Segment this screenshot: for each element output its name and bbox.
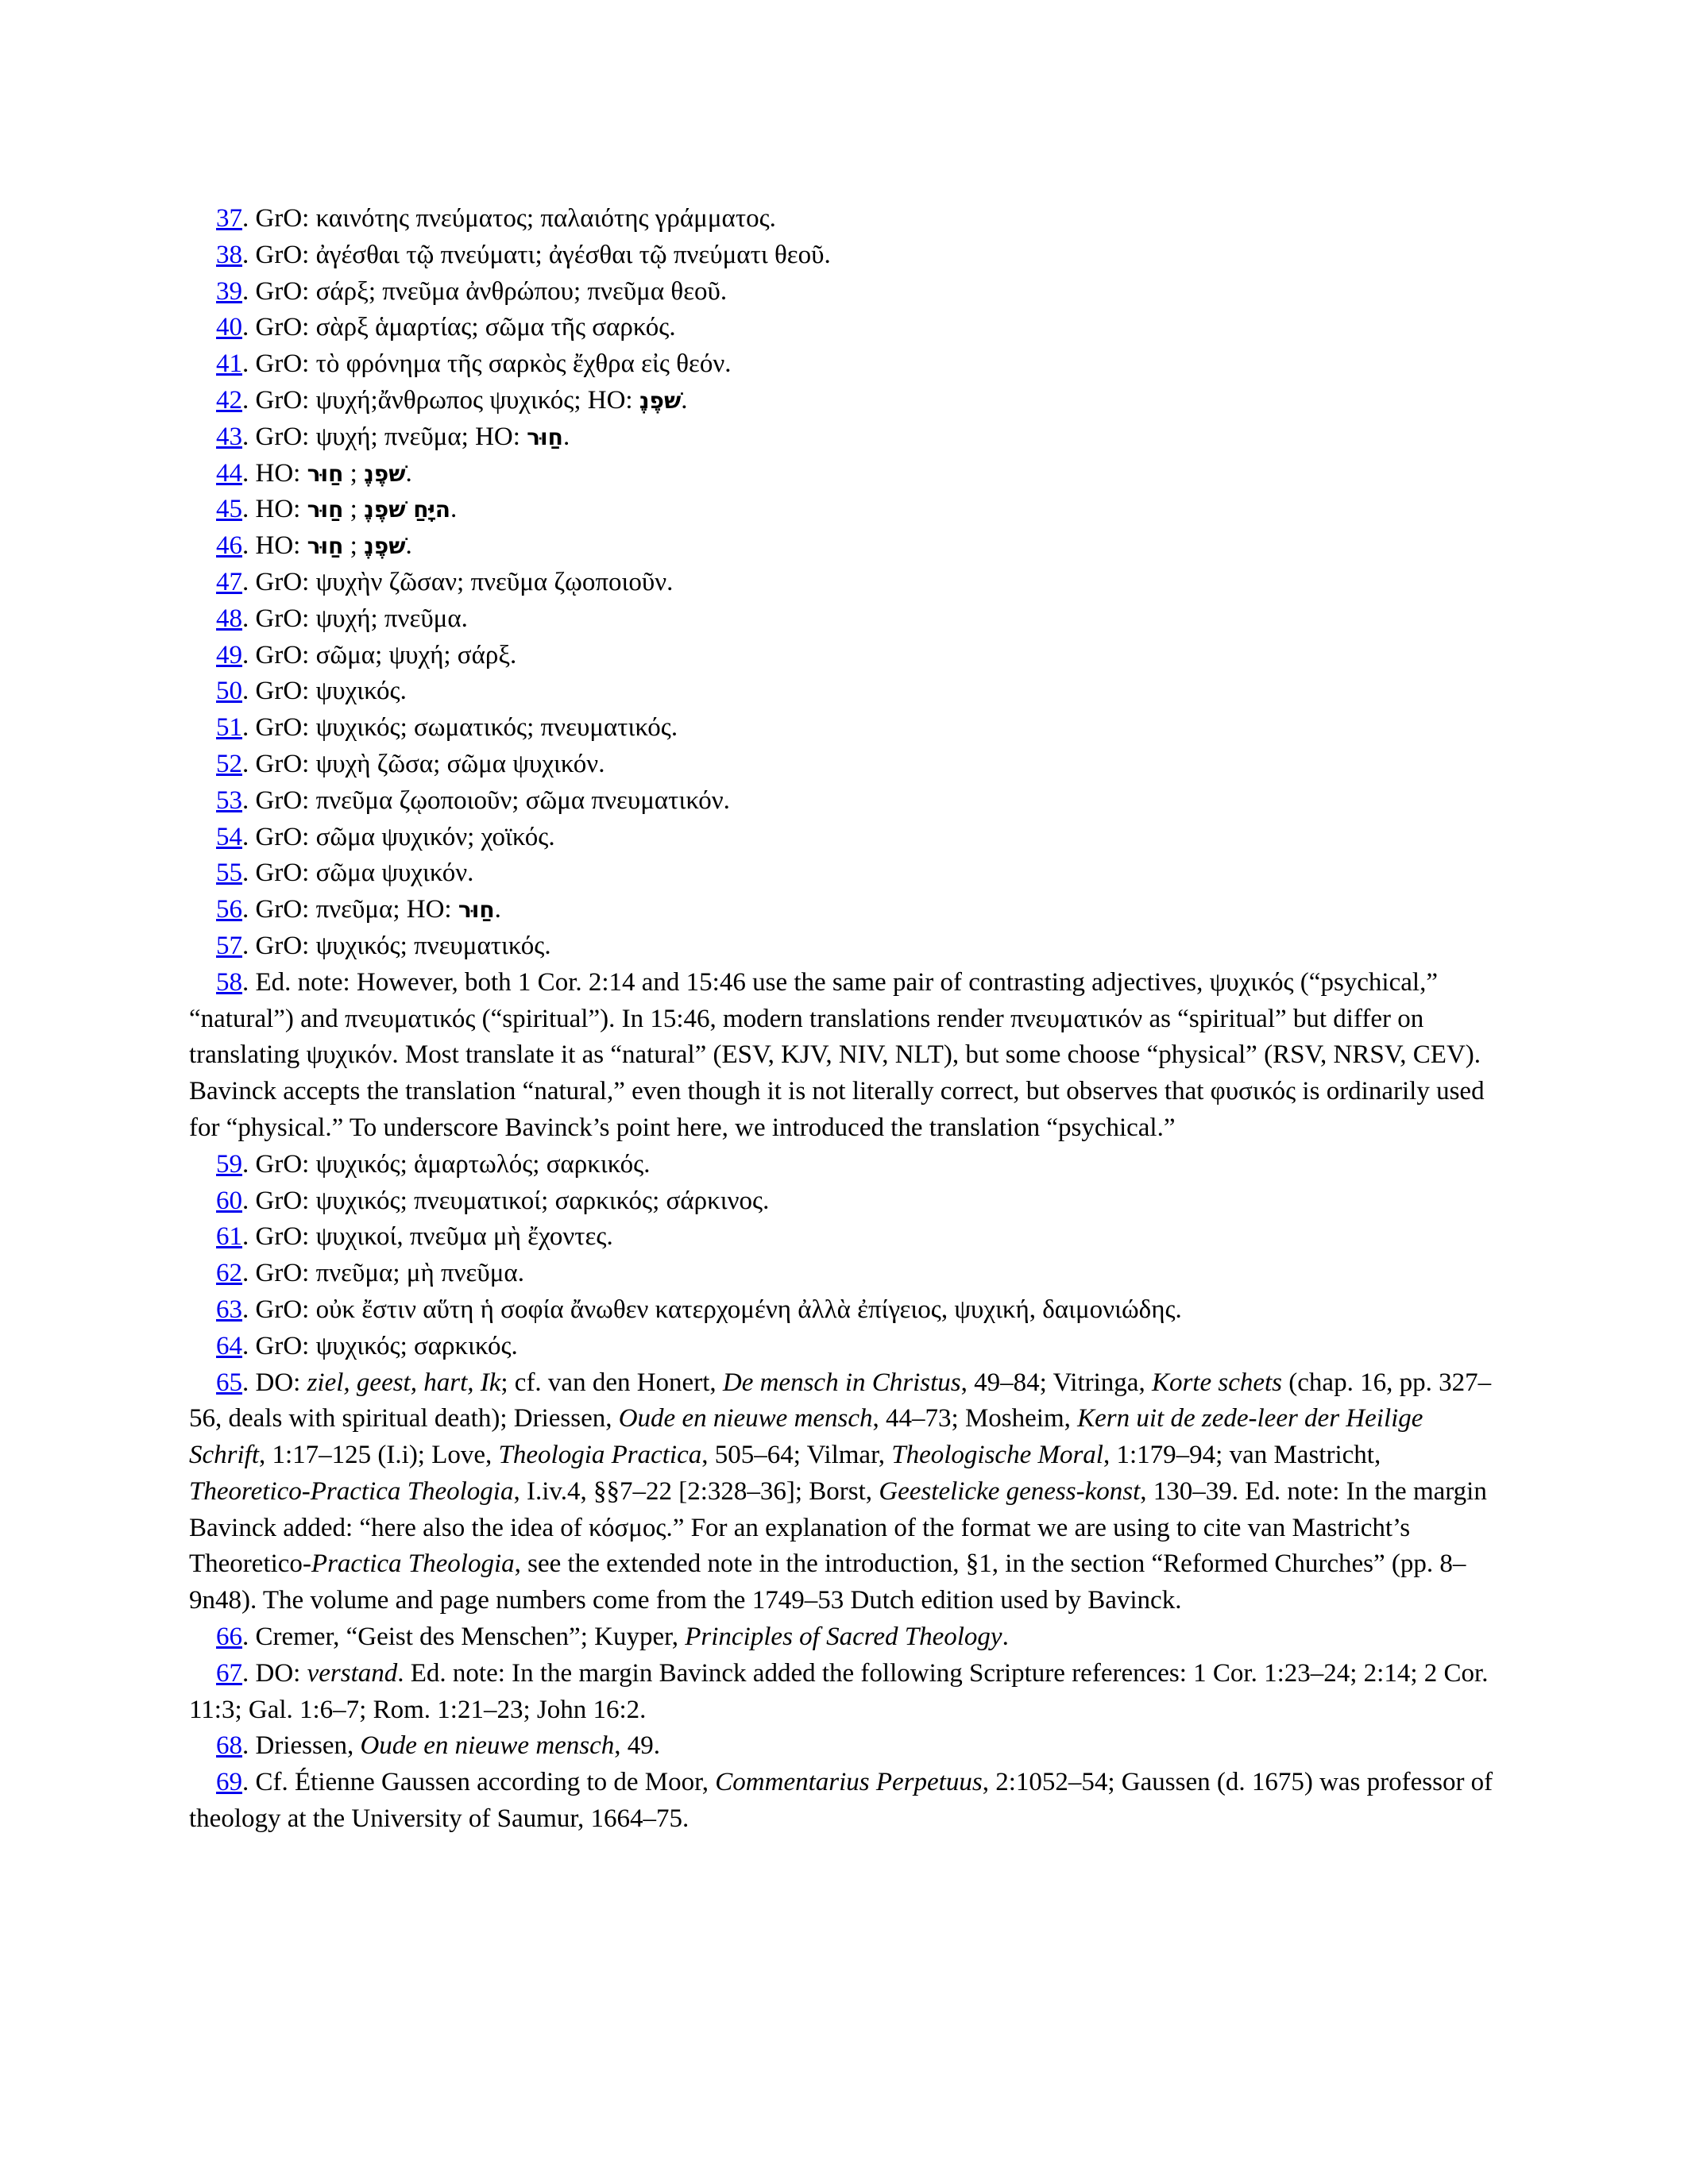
- note-text: GrO: πνεῦμα; μὴ πνεῦμα.: [255, 1259, 524, 1288]
- hebrew-term: נֶפֶשׁ: [639, 387, 682, 414]
- footnote-49: 49. GrO: σῶμα; ψυχή; σάρξ.: [216, 640, 517, 669]
- footnote-number-link-46[interactable]: 46: [216, 531, 242, 561]
- note-text: .: [405, 531, 412, 561]
- note-text: GrO: ψυχή; πνεῦμα; HO:: [255, 422, 527, 451]
- hebrew-term: רוּחַ: [307, 496, 344, 523]
- footnote-52: 52. GrO: ψυχὴ ζῶσα; σῶμα ψυχικόν.: [216, 749, 605, 778]
- note-text: GrO: ψυχικός; ἁμαρτωλός; σαρκικός.: [255, 1149, 651, 1179]
- note-text: GrO: ψυχικός; σαρκικός.: [255, 1331, 518, 1360]
- note-text: GrO: σῶμα; ψυχή; σάρξ.: [255, 640, 517, 669]
- note-text: .: [405, 458, 412, 488]
- footnote-60: 60. GrO: ψυχικός; πνευματικοί; σαρκικός; σάρκινος.: [216, 1186, 770, 1215]
- note-text: ; cf. van den Honert,: [500, 1368, 723, 1397]
- italic-title-text: Kern uit de zede-leer der Heilige Schrift: [189, 1404, 1423, 1470]
- note-text: GrO: ψυχὴ ζῶσα; σῶμα ψυχικόν.: [255, 749, 605, 778]
- note-text: GrO: ψυχικός; σωματικός; πνευματικός.: [255, 713, 678, 743]
- note-text: Ed. note: However, both 1 Cor. 2:14 and 15:46 use the same pair of contrasting adjectives, ψυχικός (“psychical,” “natural”) and πνευματικός (“spiritual”). In 15:46, modern translations render πνευματικόν as “spiritual” but differ on translating ψυχικόν. Most translate it as “natural” (ESV, KJV, NIV, NLT), but some choose “physical” (RSV, NRSV, CEV). Bavinck accepts the translation “natural,” even though it is not literally correct, but observes that φυσικός is ordinarily used for “physical.” To underscore Bavinck’s point here, we introduced the translation “psychical.”: [189, 967, 1485, 1142]
- footnote-number-link-60[interactable]: 60: [216, 1186, 242, 1215]
- footnote-43: 43. GrO: ψυχή; πνεῦμα; HO: רוּחַ.: [216, 422, 570, 451]
- footnote-66: 66. Cremer, “Geist des Menschen”; Kuyper, Principles of Sacred Theology.: [216, 1623, 1009, 1652]
- footnote-48: 48. GrO: ψυχή; πνεῦμα.: [216, 604, 468, 633]
- italic-title-text: Practica Theologia: [311, 1549, 515, 1579]
- footnote-number-link-65[interactable]: 65: [216, 1368, 242, 1397]
- note-text: , 505–64; Vilmar,: [701, 1441, 892, 1470]
- note-text: HO:: [255, 531, 307, 561]
- footnote-67: 67. DO: verstand. Ed. note: In the margin Bavinck added the following Scripture references: 1 Cor. 1:23–24; 2:14; 2 Cor. 11:3; Gal. 1:6–7; Rom. 1:21–23; John 16:2.: [189, 1658, 1489, 1724]
- note-text: GrO: ψυχικός.: [255, 677, 407, 706]
- hebrew-term: רוּחַ: [527, 423, 563, 450]
- footnote-number-link-42[interactable]: 42: [216, 385, 242, 415]
- footnote-number-link-56[interactable]: 56: [216, 895, 242, 924]
- note-text: , 130–39. Ed. note: In the margin Bavinck added: “here also the idea of κόσμος.” For an explanation of the format we are using to cite van Mastricht’s Theoretico-: [189, 1476, 1487, 1579]
- note-text: , 1:17–125 (I.i); Love,: [259, 1441, 499, 1470]
- note-text: GrO: οὐκ ἔστιν αὕτη ἡ σοφία ἄνωθεν κατερχομένη ἀλλὰ ἐπίγειος, ψυχική, δαιμονιώδης.: [255, 1295, 1182, 1324]
- footnote-54: 54. GrO: σῶμα ψυχικόν; χοϊκός.: [216, 822, 555, 851]
- footnote-57: 57. GrO: ψυχικός; πνευματικός.: [216, 931, 551, 960]
- note-text: , 1:179–94; van Mastricht,: [1103, 1441, 1381, 1470]
- footnote-number-link-40[interactable]: 40: [216, 313, 242, 342]
- hebrew-term: רוּחַ: [307, 460, 344, 487]
- note-text: .: [450, 495, 458, 524]
- italic-title-text: Oude en nieuwe mensch: [618, 1404, 873, 1433]
- footnote-59: 59. GrO: ψυχικός; ἁμαρτωλός; σαρκικός.: [216, 1149, 651, 1179]
- footnote-number-link-39[interactable]: 39: [216, 276, 242, 306]
- hebrew-term: רוּחַ: [307, 533, 344, 560]
- note-text: Driessen,: [255, 1731, 361, 1761]
- note-text: , see the extended note in the introduction, §1, in the section “Reformed Churches” (pp. 8–9n48). The volume and page numbers come from the 1749–53 Dutch edition used by Bavinck.: [189, 1549, 1466, 1615]
- italic-title-text: verstand: [307, 1658, 398, 1688]
- italic-title-text: Geestelicke geness-konst: [879, 1476, 1141, 1506]
- footnote-number-link-61[interactable]: 61: [216, 1222, 242, 1252]
- footnote-number-link-55[interactable]: 55: [216, 859, 242, 888]
- footnote-number-link-44[interactable]: 44: [216, 458, 242, 488]
- note-text: GrO: ψυχικοί, πνεῦμα μὴ ἔχοντες.: [255, 1222, 613, 1252]
- note-text: , I.iv.4, §§7–22 [2:328–36]; Borst,: [513, 1476, 879, 1506]
- italic-title-text: Oude en nieuwe mensch: [360, 1731, 615, 1761]
- footnote-number-link-50[interactable]: 50: [216, 677, 242, 706]
- footnote-number-link-64[interactable]: 64: [216, 1331, 242, 1360]
- footnote-number-link-45[interactable]: 45: [216, 495, 242, 524]
- footnote-40: 40. GrO: σὰρξ ἁμαρτίας; σῶμα τῆς σαρκός.: [216, 313, 676, 342]
- footnote-65: 65. DO: ziel, geest, hart, Ik; cf. van den Honert, De mensch in Christus, 49–84; Vitringa, Korte schets (chap. 16, pp. 327–56, deals with spiritual death); Driessen, Oude en nieuwe mensch, 44–73; Mosheim, Kern uit de zede-leer der Heilige Schrift, 1:17–125 (I.i); Love, Theologia Practica, 505–64; Vilmar, Theologische Moral, 1:179–94; van Mastricht, Theoretico-Practica Theologia, I.iv.4, §§7–22 [2:328–36]; Borst, Geestelicke geness-konst, 130–39. Ed. note: In the margin Bavinck added: “here also the idea of κόσμος.” For an explanation of the format we are using to cite van Mastricht’s Theoretico-Practica Theologia, see the extended note in the introduction, §1, in the section “Reformed Churches” (pp. 8–9n48). The volume and page numbers come from the 1749–53 Dutch edition used by Bavinck.: [189, 1368, 1492, 1615]
- note-text: .: [681, 385, 688, 415]
- footnote-number-link-67[interactable]: 67: [216, 1658, 242, 1688]
- footnote-number-link-43[interactable]: 43: [216, 422, 242, 451]
- note-text: .: [494, 895, 501, 924]
- footnote-69: 69. Cf. Étienne Gaussen according to de Moor, Commentarius Perpetuus, 2:1052–54; Gaussen (d. 1675) was professor of theology at the University of Saumur, 1664–75.: [189, 1768, 1493, 1834]
- footnote-46: 46. HO: רוּחַ ; נֶפֶשׁ.: [216, 531, 412, 561]
- italic-title-text: Commentarius Perpetuus: [715, 1768, 983, 1797]
- footnote-number-link-47[interactable]: 47: [216, 567, 242, 596]
- footnote-37: 37. GrO: καινότης πνεύματος; παλαιότης γράμματος.: [216, 204, 776, 233]
- note-text: GrO: σῶμα ψυχικόν; χοϊκός.: [255, 822, 555, 851]
- note-text: GrO: πνεῦμα; HO:: [255, 895, 458, 924]
- note-text: GrO: σῶμα ψυχικόν.: [255, 859, 474, 888]
- note-text: GrO: ψυχή; πνεῦμα.: [255, 604, 468, 633]
- footnote-55: 55. GrO: σῶμα ψυχικόν.: [216, 859, 474, 888]
- footnote-number-link-51[interactable]: 51: [216, 713, 242, 743]
- italic-title-text: Principles of Sacred Theology: [685, 1623, 1002, 1652]
- hebrew-term: נֶפֶשׁ: [364, 533, 406, 560]
- note-text: ;: [343, 531, 365, 561]
- italic-title-text: Korte schets: [1151, 1368, 1283, 1397]
- note-text: ;: [343, 458, 365, 488]
- italic-title-text: Theologische Moral: [891, 1441, 1103, 1470]
- note-text: , 2:1052–54; Gaussen (d. 1675) was professor of theology at the University of Saumur, 1664–75.: [189, 1768, 1493, 1834]
- note-text: GrO: σὰρξ ἁμαρτίας; σῶμα τῆς σαρκός.: [255, 313, 676, 342]
- note-text: Cf. Étienne Gaussen according to de Moor,: [255, 1768, 716, 1797]
- note-text: (chap. 16, pp. 327–56, deals with spiritual death); Driessen,: [189, 1368, 1492, 1433]
- note-text: DO:: [255, 1658, 307, 1688]
- footnote-58: 58. Ed. note: However, both 1 Cor. 2:14 and 15:46 use the same pair of contrasting adjectives, ψυχικός (“psychical,” “natural”) and πνευματικός (“spiritual”). In 15:46, modern translations render πνευματικόν as “spiritual” but differ on translating ψυχικόν. Most translate it as “natural” (ESV, KJV, NIV, NLT), but some choose “physical” (RSV, NRSV, CEV). Bavinck accepts the translation “natural,” even though it is not literally correct, but observes that φυσικός is ordinarily used for “physical.” To underscore Bavinck’s point here, we introduced the translation “psychical.”: [189, 967, 1485, 1142]
- note-text: .: [1002, 1623, 1009, 1652]
- footnote-53: 53. GrO: πνεῦμα ζῳοποιοῦν; σῶμα πνευματικόν.: [216, 785, 730, 815]
- note-text: .: [562, 422, 570, 451]
- footnote-number-link-53[interactable]: 53: [216, 785, 242, 815]
- footnote-number-link-41[interactable]: 41: [216, 349, 242, 379]
- hebrew-term: רוּחַ: [458, 897, 495, 924]
- note-text: HO:: [255, 458, 307, 488]
- hebrew-term: נֶפֶשׁ חַיָּה: [364, 496, 451, 523]
- note-text: . Ed. note: In the margin Bavinck added the following Scripture references: 1 Cor. 1:23–24; 2:14; 2 Cor. 11:3; Gal. 1:6–7; Rom. 1:21–23; John 16:2.: [189, 1658, 1489, 1724]
- note-text: GrO: ἀγέσθαι τῷ πνεύματι; ἀγέσθαι τῷ πνεύματι θεοῦ.: [255, 240, 831, 269]
- note-text: ;: [343, 495, 365, 524]
- note-text: DO:: [255, 1368, 307, 1397]
- note-text: HO:: [255, 495, 307, 524]
- footnote-number-link-58[interactable]: 58: [216, 967, 242, 997]
- footnote-number-link-49[interactable]: 49: [216, 640, 242, 669]
- footnote-39: 39. GrO: σάρξ; πνεῦμα ἀνθρώπου; πνεῦμα θεοῦ.: [216, 276, 728, 306]
- note-text: GrO: ψυχικός; πνευματικός.: [255, 931, 551, 960]
- note-text: GrO: ψυχικός; πνευματικοί; σαρκικός; σάρκινος.: [255, 1186, 770, 1215]
- footnote-41: 41. GrO: τὸ φρόνημα τῆς σαρκὸς ἔχθρα εἰς θεόν.: [216, 349, 732, 379]
- note-text: , 49.: [614, 1731, 661, 1761]
- note-text: Cremer, “Geist des Menschen”; Kuyper,: [255, 1623, 686, 1652]
- footnote-number-link-63[interactable]: 63: [216, 1295, 242, 1324]
- footnote-number-link-57[interactable]: 57: [216, 931, 242, 960]
- italic-title-text: Theologia Practica: [498, 1441, 702, 1470]
- notes-list: [189, 201, 1498, 1838]
- footnote-number-link-52[interactable]: 52: [216, 749, 242, 778]
- footnote-number-link-59[interactable]: 59: [216, 1149, 242, 1179]
- footnote-64: 64. GrO: ψυχικός; σαρκικός.: [216, 1331, 518, 1360]
- footnote-63: 63. GrO: οὐκ ἔστιν αὕτη ἡ σοφία ἄνωθεν κατερχομένη ἀλλὰ ἐπίγειος, ψυχική, δαιμονιώδης.: [216, 1295, 1182, 1324]
- footnote-number-link-48[interactable]: 48: [216, 604, 242, 633]
- footnote-47: 47. GrO: ψυχὴν ζῶσαν; πνεῦμα ζῳοποιοῦν.: [216, 567, 674, 596]
- italic-title-text: De mensch in Christus: [722, 1368, 961, 1397]
- footnote-44: 44. HO: רוּחַ ; נֶפֶשׁ.: [216, 458, 412, 488]
- footnote-number-link-38[interactable]: 38: [216, 240, 242, 269]
- footnote-61: 61. GrO: ψυχικοί, πνεῦμα μὴ ἔχοντες.: [216, 1222, 613, 1252]
- hebrew-term: נֶפֶשׁ: [364, 460, 406, 487]
- note-text: GrO: ψυχή;ἄνθρωπος ψυχικός; HO:: [255, 385, 639, 415]
- footnote-56: 56. GrO: πνεῦμα; HO: רוּחַ.: [216, 895, 501, 924]
- footnote-45: 45. HO: רוּחַ ; נֶפֶשׁ חַיָּה.: [216, 495, 458, 524]
- footnote-number-link-68[interactable]: 68: [216, 1731, 242, 1761]
- footnote-number-link-62[interactable]: 62: [216, 1259, 242, 1288]
- note-text: , 49–84; Vitringa,: [960, 1368, 1152, 1397]
- footnote-51: 51. GrO: ψυχικός; σωματικός; πνευματικός.: [216, 713, 678, 743]
- footnote-42: 42. GrO: ψυχή;ἄνθρωπος ψυχικός; HO: נֶפֶשׁ.: [216, 385, 688, 415]
- footnote-number-link-69[interactable]: 69: [216, 1768, 242, 1797]
- note-text: GrO: τὸ φρόνημα τῆς σαρκὸς ἔχθρα εἰς θεόν.: [255, 349, 732, 379]
- note-text: GrO: σάρξ; πνεῦμα ἀνθρώπου; πνεῦμα θεοῦ.: [255, 276, 728, 306]
- footnote-38: 38. GrO: ἀγέσθαι τῷ πνεύματι; ἀγέσθαι τῷ πνεύματι θεοῦ.: [216, 240, 831, 269]
- note-text: , 44–73; Mosheim,: [872, 1404, 1078, 1433]
- footnote-62: 62. GrO: πνεῦμα; μὴ πνεῦμα.: [216, 1259, 524, 1288]
- note-text: GrO: καινότης πνεύματος; παλαιότης γράμματος.: [255, 204, 776, 233]
- italic-title-text: ziel, geest, hart, Ik: [307, 1368, 501, 1397]
- footnote-number-link-37[interactable]: 37: [216, 204, 242, 233]
- note-text: GrO: ψυχὴν ζῶσαν; πνεῦμα ζῳοποιοῦν.: [255, 567, 674, 596]
- italic-title-text: Theoretico-Practica Theologia: [189, 1476, 514, 1506]
- note-text: GrO: πνεῦμα ζῳοποιοῦν; σῶμα πνευματικόν.: [255, 785, 730, 815]
- footnote-number-link-54[interactable]: 54: [216, 822, 242, 851]
- footnote-50: 50. GrO: ψυχικός.: [216, 677, 407, 706]
- footnote-68: 68. Driessen, Oude en nieuwe mensch, 49.: [216, 1731, 661, 1761]
- footnote-number-link-66[interactable]: 66: [216, 1623, 242, 1652]
